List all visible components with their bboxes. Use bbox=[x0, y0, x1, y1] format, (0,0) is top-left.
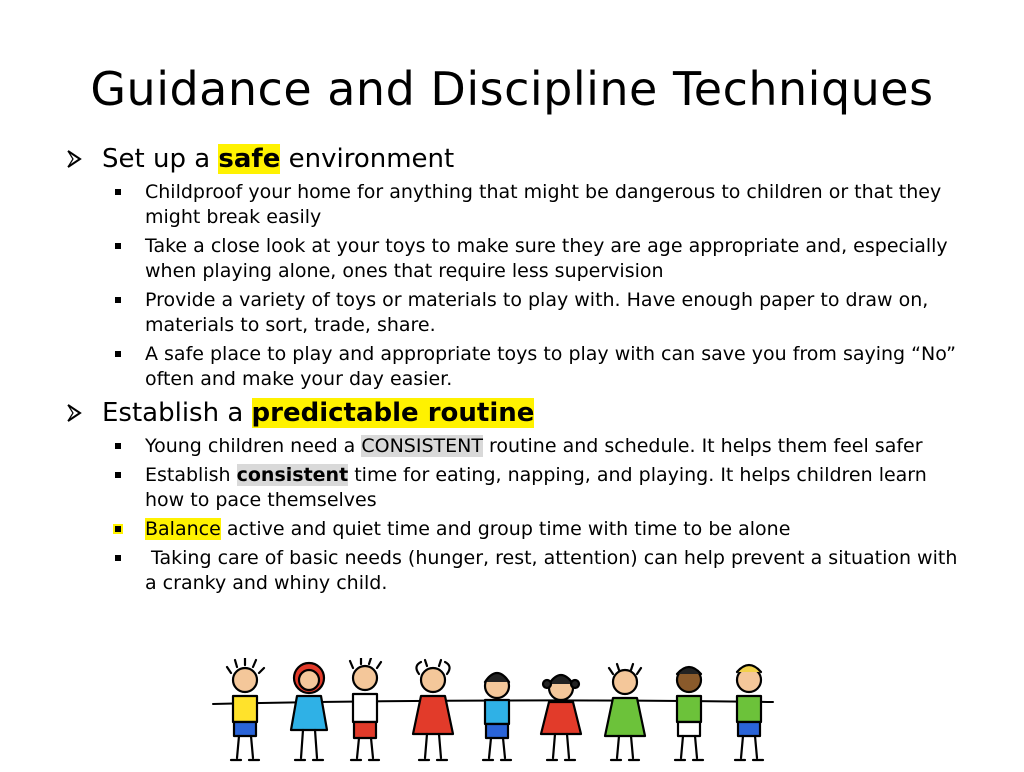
list-item-post: active and quiet time and group time with time to be alone bbox=[220, 518, 791, 540]
square-bullet-icon bbox=[115, 472, 121, 478]
section-keyword: safe bbox=[218, 144, 281, 174]
section-predictable-routine bbox=[64, 396, 964, 430]
list-item-pre: Young children need a bbox=[145, 435, 362, 457]
list-item-post: routine and schedule. It helps them feel safer bbox=[482, 435, 923, 457]
children-holding-hands-illustration bbox=[205, 658, 775, 768]
list-item-post: time for eating, napping, and playing. It helps children learn how to pace themselves bbox=[145, 464, 927, 511]
square-bullet-icon bbox=[115, 189, 121, 195]
arrow-bullet-icon bbox=[64, 396, 86, 430]
section-prefix: Set up a bbox=[102, 144, 219, 174]
square-bullet-icon bbox=[115, 243, 121, 249]
child-figure bbox=[675, 667, 703, 760]
list-item bbox=[64, 434, 964, 459]
child-figure bbox=[605, 664, 645, 760]
child-figure bbox=[413, 660, 453, 760]
list-item bbox=[64, 517, 964, 542]
square-bullet-icon bbox=[115, 443, 121, 449]
child-figure bbox=[735, 665, 763, 760]
section-keyword: predictable routine bbox=[251, 398, 535, 428]
slide-content bbox=[64, 140, 964, 596]
square-bullet-icon bbox=[115, 555, 121, 561]
list-item-emphasis: CONSISTENT bbox=[361, 435, 483, 457]
list-item-emphasis: consistent bbox=[236, 464, 349, 486]
section-prefix: Establish a bbox=[102, 398, 252, 428]
list-item bbox=[64, 463, 964, 513]
list-item-text: Take a close look at your toys to make sure they are age appropriate and, especially when playing alone, ones that require less supervision bbox=[145, 235, 948, 282]
child-figure bbox=[291, 663, 327, 760]
square-bullet-icon bbox=[115, 526, 121, 532]
square-bullet-icon bbox=[115, 297, 121, 303]
list-item bbox=[64, 288, 964, 338]
child-figure bbox=[541, 675, 581, 760]
child-figure bbox=[483, 673, 511, 760]
list-item bbox=[64, 234, 964, 284]
square-bullet-icon bbox=[115, 351, 121, 357]
arrow-bullet-icon bbox=[64, 142, 86, 176]
list-item-emphasis: Balance bbox=[145, 518, 221, 540]
list-item-pre: Establish bbox=[145, 464, 237, 486]
slide-title: Guidance and Discipline Techniques bbox=[90, 62, 934, 116]
list-item bbox=[64, 180, 964, 230]
child-figure bbox=[350, 658, 381, 760]
list-item bbox=[64, 342, 964, 392]
list-item-text: A safe place to play and appropriate toys to play with can save you from saying “No” often and make your day easier. bbox=[145, 343, 957, 390]
section-safe-environment bbox=[64, 142, 964, 176]
child-figure bbox=[227, 658, 264, 760]
list-item-text: Childproof your home for anything that might be dangerous to children or that they might break easily bbox=[145, 181, 942, 228]
list-item-text: Provide a variety of toys or materials to play with. Have enough paper to draw on, materials to sort, trade, share. bbox=[145, 289, 929, 336]
list-item bbox=[64, 546, 964, 596]
list-item-text: Taking care of basic needs (hunger, rest, attention) can help prevent a situation with a cranky and whiny child. bbox=[145, 547, 964, 594]
section-suffix: environment bbox=[280, 144, 455, 174]
